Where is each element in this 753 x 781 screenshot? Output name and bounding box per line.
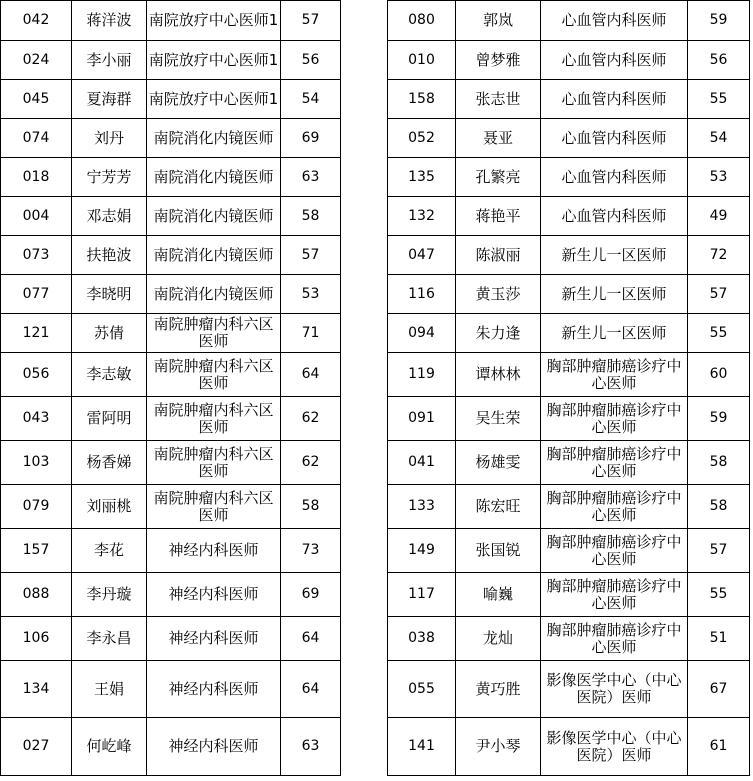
cell-position: 胸部肿瘤肺癌诊疗中心医师 xyxy=(541,485,688,529)
cell-name: 王娟 xyxy=(72,661,147,718)
cell-name: 朱力逢 xyxy=(456,314,541,353)
cell-id: 141 xyxy=(388,718,456,776)
cell-score: 60 xyxy=(688,353,750,397)
table-row xyxy=(1,529,341,573)
cell-position: 南院消化内镜医师 xyxy=(147,275,281,314)
table-row xyxy=(1,485,341,529)
cell-position: 神经内科医师 xyxy=(147,617,281,661)
cell-name: 曾梦雅 xyxy=(456,41,541,80)
cell-score: 57 xyxy=(281,236,341,275)
cell-id: 045 xyxy=(1,80,72,119)
cell-position: 神经内科医师 xyxy=(147,718,281,776)
left-table-body xyxy=(1,1,341,776)
table-row xyxy=(388,441,750,485)
cell-id: 074 xyxy=(1,119,72,158)
cell-score: 56 xyxy=(281,41,341,80)
cell-position: 新生儿一区医师 xyxy=(541,314,688,353)
table-row xyxy=(388,397,750,441)
table-row xyxy=(1,275,341,314)
cell-name: 张国锐 xyxy=(456,529,541,573)
cell-name: 刘丹 xyxy=(72,119,147,158)
cell-score: 62 xyxy=(281,397,341,441)
cell-score: 62 xyxy=(281,441,341,485)
cell-position: 南院肿瘤内科六区医师 xyxy=(147,397,281,441)
cell-id: 027 xyxy=(1,718,72,776)
cell-id: 121 xyxy=(1,314,72,353)
cell-name: 宁芳芳 xyxy=(72,158,147,197)
cell-name: 喻巍 xyxy=(456,573,541,617)
cell-name: 李永昌 xyxy=(72,617,147,661)
cell-name: 夏海群 xyxy=(72,80,147,119)
cell-id: 038 xyxy=(388,617,456,661)
cell-name: 陈宏旺 xyxy=(456,485,541,529)
cell-name: 孔繁亮 xyxy=(456,158,541,197)
table-row xyxy=(1,80,341,119)
cell-id: 094 xyxy=(388,314,456,353)
table-row xyxy=(1,314,341,353)
table-row xyxy=(388,197,750,236)
cell-score: 53 xyxy=(281,275,341,314)
cell-id: 119 xyxy=(388,353,456,397)
table-row xyxy=(388,718,750,776)
cell-position: 心血管内科医师 xyxy=(541,158,688,197)
cell-name: 李小丽 xyxy=(72,41,147,80)
cell-name: 李晓明 xyxy=(72,275,147,314)
cell-score: 54 xyxy=(281,80,341,119)
cell-id: 158 xyxy=(388,80,456,119)
cell-id: 132 xyxy=(388,197,456,236)
cell-name: 蒋艳平 xyxy=(456,197,541,236)
table-row xyxy=(388,573,750,617)
table-row xyxy=(1,158,341,197)
cell-position: 胸部肿瘤肺癌诊疗中心医师 xyxy=(541,441,688,485)
cell-id: 103 xyxy=(1,441,72,485)
cell-position: 南院消化内镜医师 xyxy=(147,158,281,197)
cell-score: 67 xyxy=(688,661,750,718)
cell-position: 心血管内科医师 xyxy=(541,80,688,119)
cell-position: 影像医学中心（中心医院）医师 xyxy=(541,661,688,718)
cell-position: 南院肿瘤内科六区医师 xyxy=(147,485,281,529)
table-row xyxy=(1,119,341,158)
cell-score: 55 xyxy=(688,314,750,353)
cell-name: 杨香娣 xyxy=(72,441,147,485)
cell-position: 胸部肿瘤肺癌诊疗中心医师 xyxy=(541,573,688,617)
cell-score: 59 xyxy=(688,1,750,41)
cell-id: 041 xyxy=(388,441,456,485)
cell-id: 024 xyxy=(1,41,72,80)
cell-id: 157 xyxy=(1,529,72,573)
cell-position: 胸部肿瘤肺癌诊疗中心医师 xyxy=(541,529,688,573)
cell-id: 106 xyxy=(1,617,72,661)
cell-score: 64 xyxy=(281,661,341,718)
cell-score: 58 xyxy=(281,197,341,236)
cell-score: 58 xyxy=(688,441,750,485)
cell-name: 李丹璇 xyxy=(72,573,147,617)
table-row xyxy=(1,197,341,236)
cell-id: 091 xyxy=(388,397,456,441)
cell-name: 杨雄雯 xyxy=(456,441,541,485)
cell-score: 57 xyxy=(688,529,750,573)
cell-position: 神经内科医师 xyxy=(147,573,281,617)
table-row xyxy=(1,236,341,275)
cell-score: 53 xyxy=(688,158,750,197)
cell-name: 张志世 xyxy=(456,80,541,119)
cell-name: 雷阿明 xyxy=(72,397,147,441)
cell-position: 神经内科医师 xyxy=(147,661,281,718)
cell-score: 57 xyxy=(688,275,750,314)
cell-position: 南院放疗中心医师1 xyxy=(147,1,281,41)
table-row xyxy=(388,80,750,119)
table-row xyxy=(1,397,341,441)
cell-name: 李花 xyxy=(72,529,147,573)
cell-score: 51 xyxy=(688,617,750,661)
right-table-body xyxy=(388,1,750,776)
cell-position: 新生儿一区医师 xyxy=(541,275,688,314)
table-row xyxy=(1,661,341,718)
cell-score: 57 xyxy=(281,1,341,41)
cell-score: 55 xyxy=(688,80,750,119)
cell-id: 055 xyxy=(388,661,456,718)
cell-position: 心血管内科医师 xyxy=(541,41,688,80)
table-row xyxy=(388,236,750,275)
cell-position: 南院肿瘤内科六区医师 xyxy=(147,441,281,485)
table-row xyxy=(388,485,750,529)
table-row xyxy=(388,353,750,397)
table-row xyxy=(1,441,341,485)
cell-id: 077 xyxy=(1,275,72,314)
cell-id: 133 xyxy=(388,485,456,529)
table-row xyxy=(388,158,750,197)
cell-position: 心血管内科医师 xyxy=(541,197,688,236)
cell-name: 何屹峰 xyxy=(72,718,147,776)
cell-name: 谭林林 xyxy=(456,353,541,397)
cell-position: 新生儿一区医师 xyxy=(541,236,688,275)
table-row xyxy=(1,41,341,80)
cell-name: 蒋洋波 xyxy=(72,1,147,41)
table-row xyxy=(388,617,750,661)
cell-id: 134 xyxy=(1,661,72,718)
cell-position: 胸部肿瘤肺癌诊疗中心医师 xyxy=(541,397,688,441)
cell-id: 018 xyxy=(1,158,72,197)
cell-name: 黄巧胜 xyxy=(456,661,541,718)
cell-score: 63 xyxy=(281,158,341,197)
cell-name: 黄玉莎 xyxy=(456,275,541,314)
cell-position: 南院肿瘤内科六区医师 xyxy=(147,314,281,353)
cell-id: 149 xyxy=(388,529,456,573)
cell-score: 49 xyxy=(688,197,750,236)
table-row xyxy=(388,1,750,41)
cell-score: 55 xyxy=(688,573,750,617)
cell-id: 052 xyxy=(388,119,456,158)
cell-position: 南院消化内镜医师 xyxy=(147,197,281,236)
cell-position: 胸部肿瘤肺癌诊疗中心医师 xyxy=(541,353,688,397)
cell-score: 54 xyxy=(688,119,750,158)
cell-name: 邓志娟 xyxy=(72,197,147,236)
cell-id: 079 xyxy=(1,485,72,529)
right-results-table xyxy=(387,0,750,776)
cell-position: 神经内科医师 xyxy=(147,529,281,573)
table-row xyxy=(388,661,750,718)
cell-name: 聂亚 xyxy=(456,119,541,158)
cell-score: 69 xyxy=(281,573,341,617)
cell-score: 64 xyxy=(281,353,341,397)
cell-id: 047 xyxy=(388,236,456,275)
cell-position: 南院放疗中心医师1 xyxy=(147,41,281,80)
cell-position: 南院肿瘤内科六区医师 xyxy=(147,353,281,397)
table-row xyxy=(1,1,341,41)
cell-score: 73 xyxy=(281,529,341,573)
cell-name: 苏倩 xyxy=(72,314,147,353)
cell-score: 61 xyxy=(688,718,750,776)
cell-position: 心血管内科医师 xyxy=(541,1,688,41)
cell-name: 郭岚 xyxy=(456,1,541,41)
cell-id: 004 xyxy=(1,197,72,236)
table-row xyxy=(1,718,341,776)
cell-position: 南院消化内镜医师 xyxy=(147,236,281,275)
cell-id: 010 xyxy=(388,41,456,80)
left-results-table xyxy=(0,0,341,776)
cell-position: 南院放疗中心医师1 xyxy=(147,80,281,119)
table-row xyxy=(1,573,341,617)
cell-score: 64 xyxy=(281,617,341,661)
cell-score: 56 xyxy=(688,41,750,80)
cell-name: 尹小琴 xyxy=(456,718,541,776)
cell-name: 李志敏 xyxy=(72,353,147,397)
cell-id: 043 xyxy=(1,397,72,441)
cell-position: 影像医学中心（中心医院）医师 xyxy=(541,718,688,776)
table-row xyxy=(388,529,750,573)
table-row xyxy=(388,41,750,80)
cell-score: 63 xyxy=(281,718,341,776)
cell-score: 59 xyxy=(688,397,750,441)
table-row xyxy=(388,314,750,353)
cell-position: 胸部肿瘤肺癌诊疗中心医师 xyxy=(541,617,688,661)
table-row xyxy=(1,353,341,397)
table-row xyxy=(1,617,341,661)
cell-score: 71 xyxy=(281,314,341,353)
cell-position: 心血管内科医师 xyxy=(541,119,688,158)
cell-id: 135 xyxy=(388,158,456,197)
cell-name: 吴生荣 xyxy=(456,397,541,441)
cell-score: 72 xyxy=(688,236,750,275)
cell-score: 69 xyxy=(281,119,341,158)
cell-id: 117 xyxy=(388,573,456,617)
cell-id: 073 xyxy=(1,236,72,275)
cell-id: 042 xyxy=(1,1,72,41)
table-row xyxy=(388,275,750,314)
cell-id: 116 xyxy=(388,275,456,314)
cell-position: 南院消化内镜医师 xyxy=(147,119,281,158)
cell-name: 刘丽桃 xyxy=(72,485,147,529)
cell-name: 扶艳波 xyxy=(72,236,147,275)
cell-score: 58 xyxy=(281,485,341,529)
cell-id: 056 xyxy=(1,353,72,397)
cell-name: 陈淑丽 xyxy=(456,236,541,275)
cell-score: 58 xyxy=(688,485,750,529)
cell-id: 080 xyxy=(388,1,456,41)
cell-id: 088 xyxy=(1,573,72,617)
table-row xyxy=(388,119,750,158)
cell-name: 龙灿 xyxy=(456,617,541,661)
